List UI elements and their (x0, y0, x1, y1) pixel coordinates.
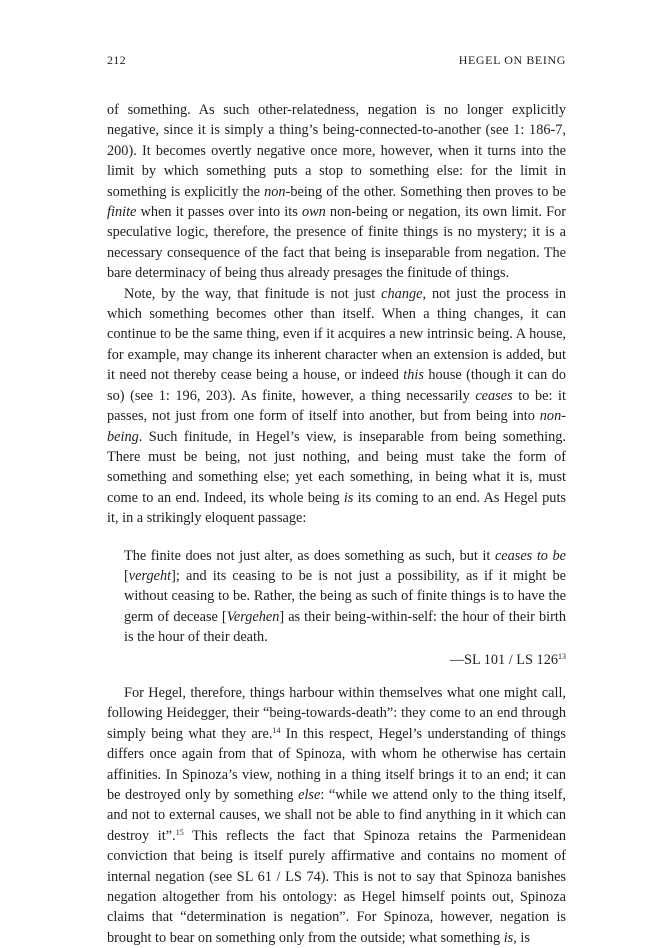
text-run: : “while we attend only to the thing itself, and not to external causes, we shall not be able to find anything in it which can destroy it”. (107, 787, 566, 844)
italic-run: is (503, 929, 514, 946)
main-text (107, 100, 566, 948)
text-run: -being of the other. Something then proves to be (285, 183, 566, 200)
footnote-marker: 13 (558, 651, 566, 661)
italic-run: change (381, 285, 423, 302)
italic-run: non (264, 183, 286, 200)
text-run: ] as their being-within-self: the hour of their birth is the hour of their death. (124, 608, 567, 646)
italic-run: is (343, 489, 354, 506)
text-run: house (though it can do so) (see 1: 196, 203). As finite, however, a thing necessarily (107, 367, 566, 404)
text-run: ]; and its ceasing to be is not just a possibility, as if it might be without ceasing to be. Rather, the being as such of finite things is to have the germ of decease [ (124, 567, 566, 625)
italic-run: non-being (107, 408, 566, 445)
quote-text (124, 546, 566, 648)
paragraph-1 (107, 100, 566, 284)
text-run: Note, by the way, that finitude is not just (124, 285, 382, 302)
text-run: non-being or negation, its own limit. For speculative logic, therefore, the presence of finite things is no mystery; it is a necessary consequence of the fact that being is inseparable from negation. The bare determinacy of being thus already presages the finitude of things. (107, 204, 566, 282)
running-header (107, 53, 566, 68)
italic-run: vergeht (128, 567, 172, 584)
text-run: [ (124, 567, 129, 584)
footnote-marker: 14 (272, 725, 281, 735)
italic-run: this (403, 367, 424, 384)
text-run: This reflects the fact that Spinoza retains the Parmenidean conviction that being is itself purely affirmative and contains no moment of internal negation (see SL 61 / LS 74). This is not to say that Spinoza banishes negation altogether from his ontology: as Hegel himself points out, Spinoza claims that “determination is negation”. For Spinoza, however, negation is brought to bear on something only from the outside; what something (107, 827, 567, 946)
text-run: to be: it passes, not just from one form of itself into another, but from being into (107, 387, 566, 425)
citation-text: —SL 101 / LS 126 (449, 651, 558, 668)
italic-run: Vergehen (226, 608, 280, 625)
text-run: , not just the process in which something becomes other than itself. When a thing changes, it can continue to be the same thing, even if it acquires a new intrinsic being. A house, for example, may change its inherent character when an extension is added, but it need not thereby cease being a house, or indeed (107, 285, 566, 384)
text-run: when it passes over into its (136, 204, 302, 221)
paragraph-3 (107, 683, 566, 948)
running-title: HEGEL ON BEING (458, 53, 566, 67)
quote-citation (124, 650, 566, 670)
italic-run: ceases to be (494, 547, 567, 564)
italic-run: else (298, 787, 321, 803)
text-run: of something. As such other-relatedness, negation is no longer explicitly negative, since it is simply a thing’s being-connected-to-another (see 1: 186-7, 200). It becomes overtly negative once more, however, when it turns into the limit by which something puts a stop to something else: for the limit in something is explicitly the (107, 102, 566, 200)
italic-run: ceases (475, 387, 513, 404)
text-run: The finite does not just alter, as does something as such, but it (124, 547, 495, 564)
italic-run: own (301, 204, 326, 221)
text-run: . Such finitude, in Hegel’s view, is inseparable from being something. There must be being, not just nothing, and being must take the form of something and something else; yet each something, in being what it is, must come to an end. Indeed, its whole being (107, 428, 566, 506)
page-number: 212 (107, 53, 126, 67)
text-run: , is (513, 929, 530, 946)
italic-run: finite (107, 204, 137, 221)
text-run: In this respect, Hegel’s understanding of things differs once again from that of Spinoza, with whom he otherwise has certain affinities. In Spinoza’s view, nothing in a thing itself brings it to an end; it can be destroyed only by something (107, 725, 566, 803)
text-run: its coming to an end. As Hegel puts it, in a strikingly eloquent passage: (107, 489, 566, 527)
paragraph-2 (107, 284, 566, 529)
footnote-marker: 15 (175, 827, 184, 837)
block-quote (124, 546, 566, 670)
text-run: For Hegel, therefore, things harbour within themselves what one might call, following Heidegger, their “being-towards-death”: they come to an end through simply being what they are. (107, 684, 566, 742)
